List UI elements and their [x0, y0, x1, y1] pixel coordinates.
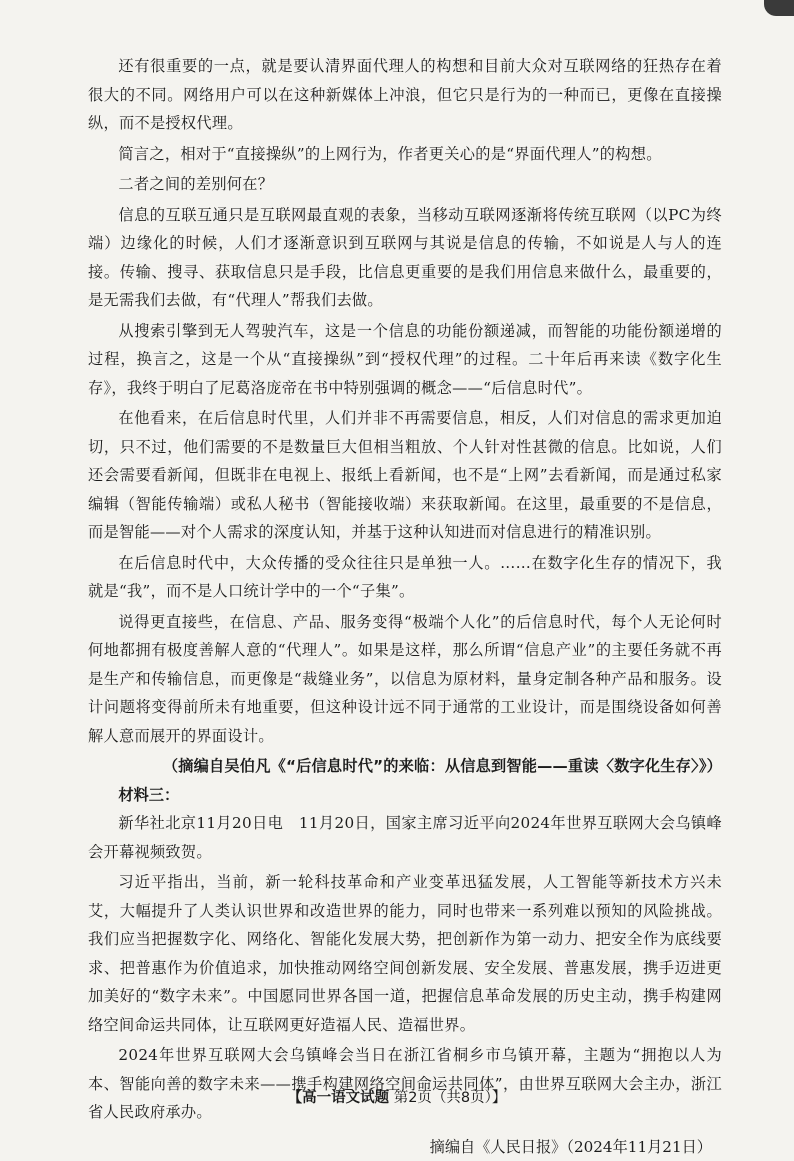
- page-footer: [0, 1086, 794, 1107]
- paragraph: 说得更直接些，在信息、产品、服务变得“极端个人化”的后信息时代，每个人无论何时何地都拥有极度善解人意的“代理人”。如果是这样，那么所谓“信息产业”的主要任务就不再是生产和传输信息，而更像是“裁缝业务”，以信息为原材料，量身定制各种产品和服务。设计问题将变得前所未有地重要，但这种设计远不同于通常的工业设计，而是围绕设备如何善解人意而展开的界面设计。: [88, 608, 722, 751]
- paragraph: 新华社北京11月20日电 11月20日，国家主席习近平向2024年世界互联网大会乌镇峰会开幕视频致贺。: [88, 809, 722, 866]
- scan-corner-mark: [764, 0, 794, 16]
- source-citation: （摘编自吴伯凡《“后信息时代”的来临：从信息到智能——重读〈数字化生存〉》）: [88, 752, 722, 781]
- footer-exam-title: 【高一语文试题: [288, 1090, 390, 1106]
- paragraph: 信息的互联互通只是互联网最直观的表象，当移动互联网逐渐将传统互联网（以PC为终端）边缘化的时候，人们才逐渐意识到互联网与其说是信息的传输，不如说是人与人的连接。传输、搜寻、获取信息只是手段，比信息更重要的是我们用信息来做什么，最重要的，是无需我们去做，有“代理人”帮我们去做。: [88, 201, 722, 315]
- paragraph: 2024年世界互联网大会乌镇峰会当日在浙江省桐乡市乌镇开幕，主题为“拥抱以人为本、智能向善的数字未来——携手构建网络空间命运共同体”，由世界互联网大会主办，浙江省人民政府承办。: [88, 1041, 722, 1127]
- paragraph: 二者之间的差别何在？: [88, 170, 722, 199]
- page-content: [88, 52, 722, 1161]
- material-three-heading: 材料三：: [88, 781, 722, 810]
- footer-page-info: 第2页（共8页）】: [394, 1090, 507, 1106]
- paragraph: 还有很重要的一点，就是要认清界面代理人的构想和目前大众对互联网络的狂热存在着很大的不同。网络用户可以在这种新媒体上冲浪，但它只是行为的一种而已，更像在直接操纵，而不是授权代理。: [88, 52, 722, 138]
- paragraph: 在他看来，在后信息时代里，人们并非不再需要信息，相反，人们对信息的需求更加迫切，只不过，他们需要的不是数量巨大但相当粗放、个人针对性甚微的信息。比如说，人们还会需要看新闻，但既非在电视上、报纸上看新闻，也不是“上网”去看新闻，而是通过私家编辑（智能传输端）或私人秘书（智能接收端）来获取新闻。在这里，最重要的不是信息，而是智能——对个人需求的深度认知，并基于这种认知进而对信息进行的精准识别。: [88, 404, 722, 547]
- paragraph: 在后信息时代中，大众传播的受众往往只是单独一人。……在数字化生存的情况下，我就是“我”，而不是人口统计学中的一个“子集”。: [88, 549, 722, 606]
- paragraph: 从搜索引擎到无人驾驶汽车，这是一个信息的功能份额递减，而智能的功能份额递增的过程，换言之，这是一个从“直接操纵”到“授权代理”的过程。二十年后再来读《数字化生存》，我终于明白了尼葛洛庞帝在书中特别强调的概念——“后信息时代”。: [88, 317, 722, 403]
- source-citation-people-daily: 摘编自《人民日报》（2024年11月21日）: [88, 1133, 722, 1161]
- paragraph: 习近平指出，当前，新一轮科技革命和产业变革迅猛发展，人工智能等新技术方兴未艾，大幅提升了人类认识世界和改造世界的能力，同时也带来一系列难以预知的风险挑战。我们应当把握数字化、网络化、智能化发展大势，把创新作为第一动力、把安全作为底线要求、把普惠作为价值追求，加快推动网络空间创新发展、安全发展、普惠发展，携手迈进更加美好的“数字未来”。中国愿同世界各国一道，把握信息革命发展的历史主动，携手构建网络空间命运共同体，让互联网更好造福人民、造福世界。: [88, 868, 722, 1039]
- paragraph: 简言之，相对于“直接操纵”的上网行为，作者更关心的是“界面代理人”的构想。: [88, 140, 722, 169]
